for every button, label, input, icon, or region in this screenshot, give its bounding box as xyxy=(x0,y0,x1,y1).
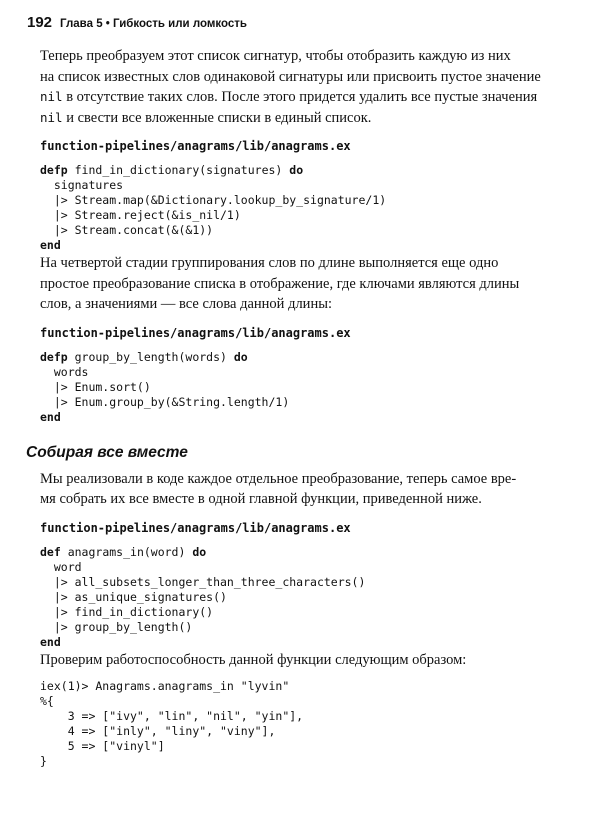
code-keyword: do xyxy=(192,544,207,559)
code-line: |> all_subsets_longer_than_three_characters() xyxy=(40,574,366,589)
code-line: |> as_unique_signatures() xyxy=(40,589,227,604)
listing-3-code xyxy=(40,545,568,650)
code-line: signatures xyxy=(40,178,124,192)
chapter-title: Глава 5 • Гибкость или ломкость xyxy=(60,18,247,30)
page-header xyxy=(27,14,247,34)
paragraph-3 xyxy=(40,469,568,510)
code-line: } xyxy=(40,754,47,768)
paragraph-4 xyxy=(40,650,568,671)
code-line: |> Enum.group_by(&String.length/1) xyxy=(40,394,290,409)
listing-2-path: function-pipelines/anagrams/lib/anagrams.ex xyxy=(40,325,351,340)
paragraph-2 xyxy=(40,253,568,315)
code-line: |> Enum.sort() xyxy=(40,379,151,394)
paragraph-2-line-2: простое преобразование списка в отображение, где ключами являются длины xyxy=(40,275,520,292)
code-keyword: defp xyxy=(40,349,68,364)
code-line: |> group_by_length() xyxy=(40,619,193,634)
code-line: |> find_in_dictionary() xyxy=(40,604,214,619)
paragraph-1 xyxy=(40,46,568,128)
paragraph-2-line-3: слов, а значениями — все слова данной длины: xyxy=(40,296,332,312)
listing-1-code xyxy=(40,163,568,253)
code-line: iex(1)> Anagrams.anagrams_in "lyvin" xyxy=(40,679,290,693)
paragraph-4-line-1: Проверим работоспособность данной функции следующим образом: xyxy=(40,651,467,668)
code-line: 3 => ["ivy", "lin", "nil", "yin"], xyxy=(40,709,304,723)
inline-code-nil: nil xyxy=(40,89,63,104)
section-heading: Собирая все вместе xyxy=(26,443,188,461)
paragraph-1-line-3 xyxy=(40,87,568,108)
code-line: 5 => ["vinyl"] xyxy=(40,739,165,753)
code-line: |> Stream.map(&Dictionary.lookup_by_signature/1) xyxy=(40,193,387,207)
listing-3-path: function-pipelines/anagrams/lib/anagrams.ex xyxy=(40,520,351,535)
paragraph-1-line-3-text: в отсутствие таких слов. После этого придется удалить все пустые значения xyxy=(62,89,538,105)
code-line: 4 => ["inly", "liny", "viny"], xyxy=(40,724,276,738)
paragraph-1-line-1: Теперь преобразуем этот список сигнатур, чтобы отобразить каждую из них xyxy=(40,48,511,64)
paragraph-1-line-4-text: и свести все вложенные списки в единый список. xyxy=(62,109,372,126)
code-keyword: do xyxy=(233,349,248,364)
paragraph-1-line-2: на список известных слов одинаковой сигнатуры или присвоить пустое значение xyxy=(40,68,541,85)
code-line: %{ xyxy=(40,694,54,708)
code-line: |> Stream.concat(&(&1)) xyxy=(40,223,214,237)
code-line: words xyxy=(40,364,89,379)
code-keyword: def xyxy=(40,544,61,559)
paragraph-1-line-4 xyxy=(40,108,568,129)
listing-4-code xyxy=(40,679,568,769)
listing-1-path: function-pipelines/anagrams/lib/anagrams.ex xyxy=(40,139,351,153)
code-keyword: end xyxy=(40,634,61,649)
code-keyword: end xyxy=(40,409,61,424)
code-line: word xyxy=(40,559,82,574)
page-number: 192 xyxy=(27,14,53,31)
paragraph-3-line-1: Мы реализовали в коде каждое отдельное преобразование, теперь самое вре- xyxy=(40,470,517,487)
code-signature: find_in_dictionary(signatures) xyxy=(67,163,290,177)
code-keyword: end xyxy=(40,238,61,252)
paragraph-3-line-2: мя собрать их все вместе в одной главной функции, приведенной ниже. xyxy=(40,491,482,507)
paragraph-2-line-1: На четвертой стадии группирования слов по длине выполняется еще одно xyxy=(40,255,499,271)
page-content xyxy=(26,46,568,769)
listing-2-code xyxy=(40,350,568,425)
code-signature: group_by_length(words) xyxy=(67,349,234,364)
code-signature: anagrams_in(word) xyxy=(60,544,193,559)
code-keyword: do xyxy=(289,163,304,177)
code-keyword: defp xyxy=(40,163,68,177)
inline-code-nil: nil xyxy=(40,109,63,125)
code-line: |> Stream.reject(&is_nil/1) xyxy=(40,208,241,222)
